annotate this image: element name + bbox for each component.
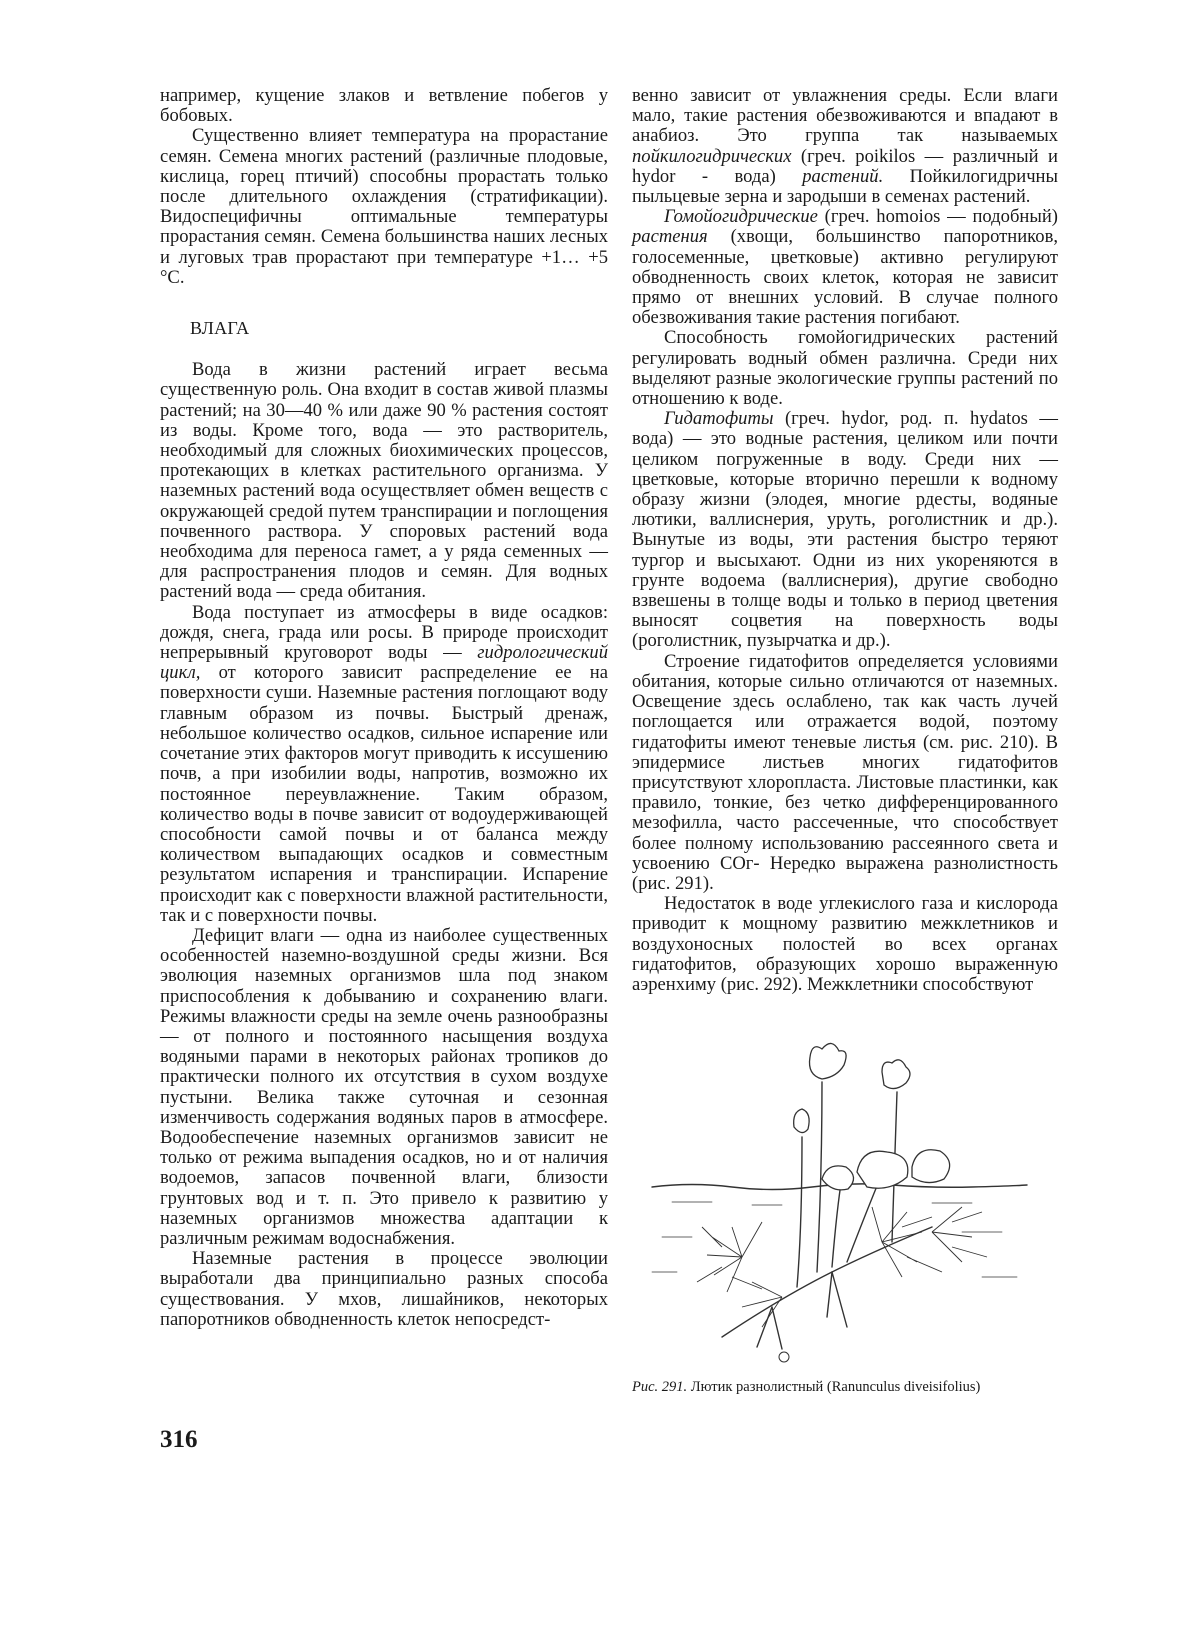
term: пойкилогидрических <box>632 145 792 167</box>
flower <box>882 1060 910 1089</box>
term: растения <box>632 226 708 248</box>
text-run: Вода поступает из атмосферы в виде осадков: дождя, снега, града или росы. В природе происходит непрерывный круговорот воды — <box>160 601 608 664</box>
term: растений. <box>802 165 884 187</box>
paragraph: Недостаток в воде углекислого газа и кислорода приводит к мощному развитию межклетников и воздухоносных полостей во всех органах гидатофитов, образующих хорошо выраженную аэренхиму (рис. 292). Межклетники способствуют <box>632 893 1058 995</box>
paragraph: Наземные растения в процессе эволюции выработали два принципиально разных способа существования. У мхов, лишайников, некоторых папоротников обводненность клеток непосредст- <box>160 1248 608 1330</box>
right-column <box>632 86 1058 995</box>
submerged-leaf <box>697 1222 762 1292</box>
flower-bud-submerged <box>779 1352 789 1362</box>
text-run: (хвощи, большинство папоротников, голосеменные, цветковые) активно регулируют обводненность своих клеток, которая не зависит прямо от внешних условий. В случае полного обезвоживания такие растения погибают. <box>632 226 1058 329</box>
paragraph: например, кущение злаков и ветвление побегов у бобовых. <box>160 85 608 127</box>
text-run: (греч. hydor, род. п. hydatos — вода) — это водные растения, целиком или почти целиком погруженные в воду. Среди них — цветковые, которые вторично перешли к водному образу жизни (элодея, многие рдесты, водяные лютики, валлиснерия, уруть, роголистник и др.). Вынутые из воды, эти растения быстро теряют тургор и высыхают. Одни из них укореняются в грунте водоема (валлиснерия), другие свободно взвешены в толще воды и только в период цветения выносят соцветия на поверхность воды (роголистник, пузырчатка и др.). <box>632 408 1058 652</box>
submerged-leaf <box>932 1207 987 1262</box>
flower-bud <box>794 1109 809 1133</box>
floating-leaf <box>857 1151 908 1188</box>
paragraph: Дефицит влаги — одна из наиболее существенных особенностей наземно-воздушной среды жизни. Вся эволюция наземных организмов шла под знаком приспособления к добыванию и сохранению влаги. Режимы влажности среды на земле очень разнообразны — от полного и постоянного насыщения воздуха водяными парами в некоторых районах тропиков до практически полного их отсутствия в сухом воздухе пустыни. Велика также суточная и сезонная изменчивость содержания водяных паров в атмосфере. Водообеспечение наземных организмов зависит не только от режима выпадения осадков, но и от наличия водоемов, запасов почвенной влаги, близости грунтовых вод и т. п. Это привело к развитию у наземных организмов множества адаптации к различным режимам водоснабжения. <box>160 924 608 1249</box>
caption-text: Лютик разнолистный (Ranunculus diveisifolius) <box>687 1379 981 1395</box>
text-run: (греч. poikilos — различный и hydor - вода) <box>632 145 1058 187</box>
text-run: Пойкилогидричны пыльцевые зерна и зародыши в семенах растений. <box>632 165 1058 208</box>
root <box>757 1272 847 1349</box>
flower-stem <box>817 1082 822 1272</box>
water-ripple <box>672 1202 972 1205</box>
term: Гидатофиты <box>664 408 774 430</box>
page-number: 316 <box>160 1426 198 1453</box>
flower <box>810 1043 847 1079</box>
text-run: от которого зависит распределение ее на поверхности суши. Наземные растения поглощают воду главным образом из почвы. Быстрый дренаж, небольшое количество осадков, сильное испарение или сочетание этих факторов могут приводить к иссушению почв, а при изобилии воды, напротив, возможно их постоянное переувлажнение. Таким образом, количество воды в почве зависит от водоудерживающей способности самой почвы и от баланса между количеством выпадающих осадков и совместным результатом испарения и транспирации. Испарение происходит как с поверхности влажной растительности, так и с поверхности почвы. <box>160 662 608 926</box>
text-run: (греч. homoios — подобный) <box>817 206 1058 228</box>
term: гидрологический цикл, <box>160 642 608 684</box>
rhizome <box>722 1227 932 1337</box>
floating-leaf <box>912 1150 950 1183</box>
submerged-leaf <box>872 1207 942 1277</box>
paragraph: Вода в жизни растений играет весьма существенную роль. Она входит в состав живой плазмы растений; на 30—40 % или даже 90 % растения состоят из воды. Кроме того, вода — это растворитель, необходимый для сложных биохимических процессов, протекающих в клетках растительного организма. У наземных растений вода осуществляет обмен веществ с окружающей средой путем транспирации и поглощения почвенного раствора. У споровых растений вода необходима для переноса гамет, а у ряда семенных — для распространения плодов и семян. Для водных растений вода — среда обитания. <box>160 359 608 603</box>
flower-stem <box>797 1137 802 1287</box>
text-run: венно зависит от увлажнения среды. Если влаги мало, такие растения обезвоживаются и впадают в анабиоз. Это группа так называемых <box>632 85 1058 147</box>
paragraph: Строение гидатофитов определяется условиями обитания, которые сильно отличаются от наземных. Освещение здесь ослаблено, так как часть лучей поглощается или отражается водой, поэтому гидатофиты имеют теневые листья (см. рис. 210). В эпидермисе листьев многих гидатофитов присутствуют хлоропласта. Листовые пластинки, как правило, тонкие, без четко дифференцированного мезофилла, часто рассеченные, что способствует более полному использованию рассеянного света и усвоению СОг- Нередко выражена разнолистность (рис. 291). <box>632 650 1058 894</box>
left-column <box>160 86 608 1330</box>
figure-caption <box>632 1378 980 1396</box>
paragraph <box>160 603 608 926</box>
paragraph: Существенно влияет температура на прорастание семян. Семена многих растений (различные плодовые, кислица, горец птичий) способны прорастать только после длительного охлаждения (стратификации). Видоспецифичны оптимальные температуры прорастания семян. Семена большинства наших лесных и луговых трав прорастают при температуре +1… +5 °С. <box>160 125 608 288</box>
floating-leaf <box>822 1166 854 1190</box>
paragraph <box>632 86 1058 207</box>
paragraph <box>632 207 1058 328</box>
paragraph <box>632 409 1058 651</box>
paragraph: Способность гомойогидрических растений регулировать водный обмен различна. Среди них выделяют разные экологические группы растений по отношению к воде. <box>632 327 1058 410</box>
term: Гомойогидрические <box>664 206 818 228</box>
caption-label: Рис. 291. <box>632 1379 688 1395</box>
ranunculus-illustration <box>632 1027 1032 1367</box>
section-heading: ВЛАГА <box>190 318 250 339</box>
